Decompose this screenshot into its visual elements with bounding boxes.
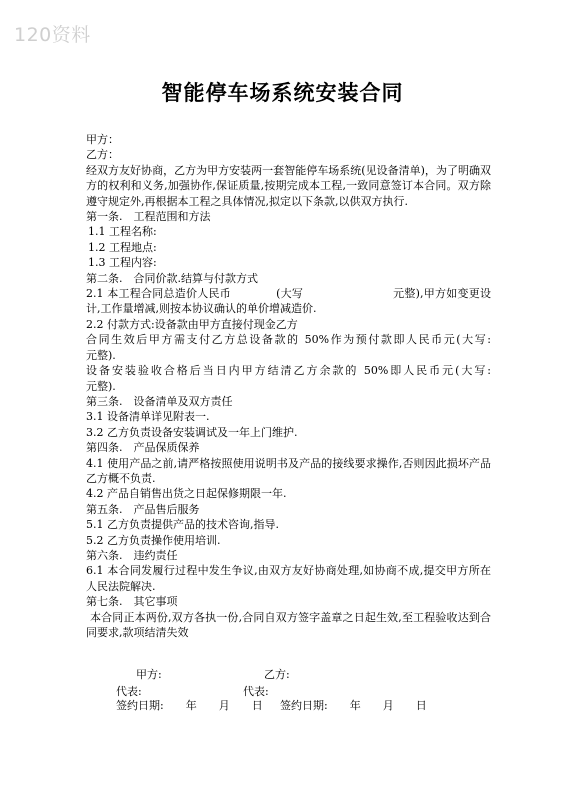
clause-2-2: 2.2 付款方式:设备款由甲方直接付现金乙方 bbox=[86, 317, 298, 331]
clause-7-1: 本合同正本两份,双方各执一份,合同自双方签字盖章之日起生效,至工程验收达到合同要求,款项结清失效 bbox=[86, 610, 491, 639]
watermark: 120资料 bbox=[14, 24, 91, 46]
clause-3-2: 3.2 乙方负责设备安装调试及一年上门维护. bbox=[86, 425, 298, 439]
clause-1-1: 1.1 工程名称: bbox=[88, 225, 157, 239]
party-b-label: 乙方： bbox=[86, 148, 119, 162]
clause-6-1: 6.1 本合同发履行过程中发生争议,由双方友好协商处理,如协商不成,提交甲方所在人民法院解决. bbox=[86, 564, 491, 593]
article-1-heading: 第一条. 工程范围和方法 bbox=[86, 210, 211, 224]
clause-1-2: 1.2 工程地点: bbox=[88, 240, 157, 254]
clause-2-2-prepayment: 合同生效后甲方需支付乙方总设备款的 50%作为预付款即人民币元(大写: 元整). bbox=[86, 333, 557, 362]
clause-5-1: 5.1 乙方负责提供产品的技术咨询,指导. bbox=[86, 518, 279, 532]
clause-5-2: 5.2 乙方负责操作使用培训. bbox=[86, 533, 221, 547]
sign-date-a: 签约日期: 年 月 日 bbox=[116, 699, 263, 712]
clause-1-3: 1.3 工程内容: bbox=[88, 256, 157, 270]
article-7-heading: 第七条. 其它事项 bbox=[86, 595, 178, 609]
clause-4-1: 4.1 使用产品之前,请严格按照使用说明书及产品的接线要求操作,否则因此损坏产品乙方概不负责. bbox=[86, 456, 491, 485]
article-4-heading: 第四条. 产品保质保养 bbox=[86, 441, 200, 455]
clause-3-1: 3.1 设备清单详见附表一. bbox=[86, 410, 210, 424]
sign-party-a: 甲方: bbox=[136, 668, 162, 681]
sign-rep-b: 代表: bbox=[243, 685, 269, 698]
sign-rep-a: 代表: bbox=[116, 685, 142, 698]
article-2-heading: 第二条. 合同价款.结算与付款方式 bbox=[86, 271, 258, 285]
document-title: 智能停车场系统安装合同 bbox=[161, 81, 404, 105]
article-6-heading: 第六条. 违约责任 bbox=[86, 548, 178, 562]
article-5-heading: 第五条. 产品售后服务 bbox=[86, 502, 200, 516]
contract-body bbox=[86, 132, 557, 640]
article-3-heading: 第三条. 设备清单及双方责任 bbox=[86, 394, 233, 408]
intro-paragraph: 经双方友好协商，乙方为甲方安装两一套智能停车场系统(见设备清单)，为了明确双方的权利和义务,加强协作,保证质量,按期完成本工程,一致同意签订本合同。双方除遵守规定外,再根据本工程之具体情况,拟定以下条款,以供双方执行. bbox=[86, 163, 491, 208]
clause-2-2-balance: 设备安装验收合格后当日内甲方结清乙方余款的 50%即人民币元(大写: 元整). bbox=[86, 364, 557, 393]
party-a-label: 甲方： bbox=[86, 133, 119, 146]
sign-date-b: 签约日期: 年 月 日 bbox=[280, 699, 427, 712]
sign-party-b: 乙方: bbox=[264, 668, 290, 681]
clause-2-1: 2.1 本工程合同总造价人民币 (大写 元整),甲方如变更设计,工作量增减,则按本协议确认的单价增减造价. bbox=[86, 287, 491, 316]
clause-4-2: 4.2 产品自销售出货之日起保修期限一年. bbox=[86, 487, 287, 501]
